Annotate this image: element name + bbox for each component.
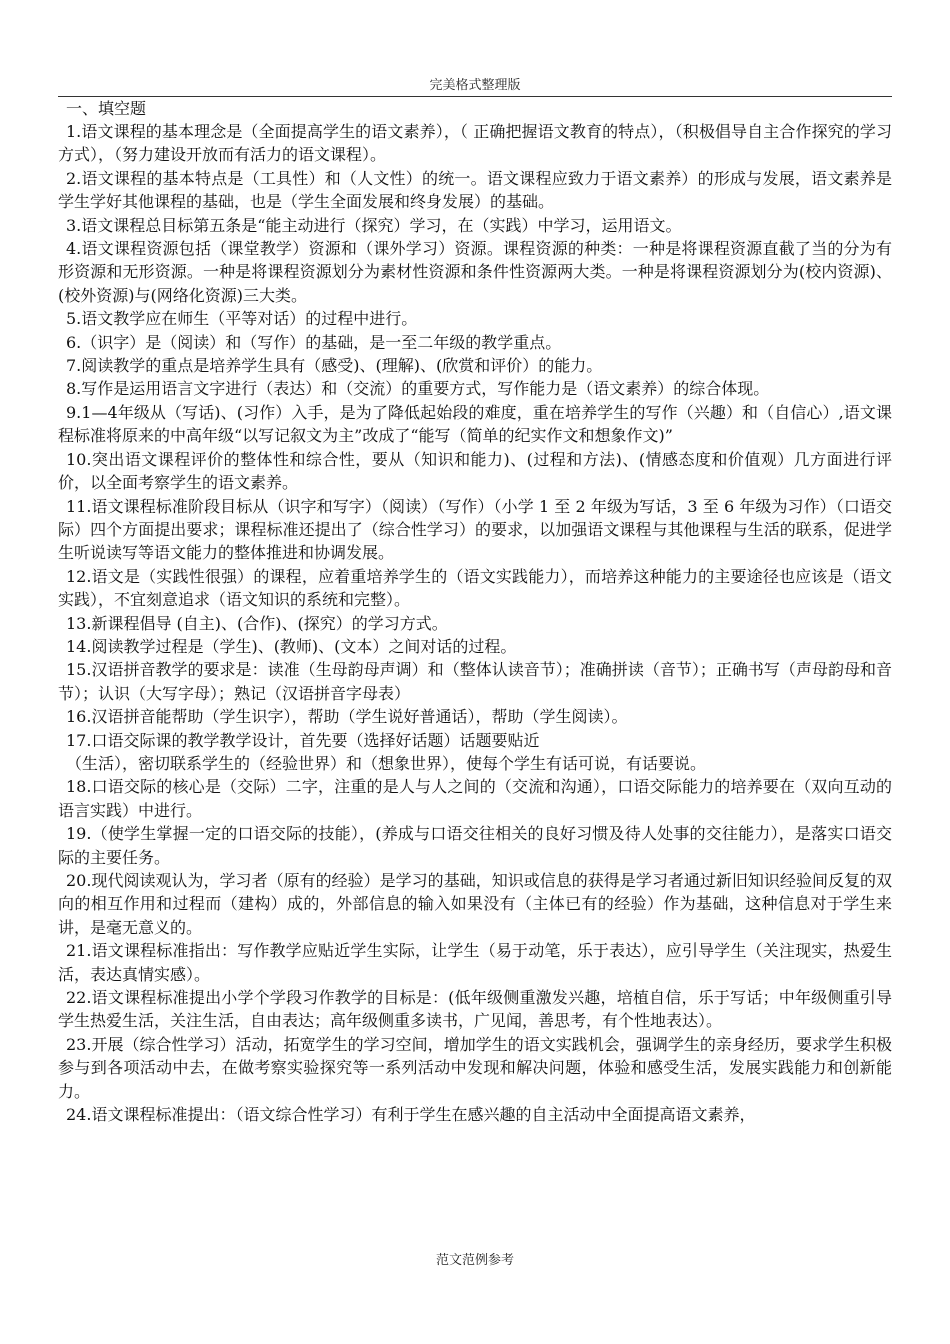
paragraph-21: 21.语文课程标准指出：写作教学应贴近学生实际，让学生（易于动笔，乐于表达），应引导学生（关注现实，热爱生活，表达真情实感）。 bbox=[58, 941, 892, 984]
paragraph-13: 13.新课程倡导 (自主)、(合作)、(探究）的学习方式。 bbox=[66, 613, 448, 633]
paragraph-3: 3.语文课程总目标第五条是“能主动进行（探究）学习，在（实践）中学习，运用语文。 bbox=[66, 215, 682, 235]
paragraph-14: 14.阅读教学过程是（学生)、(教师)、(文本）之间对话的过程。 bbox=[66, 636, 517, 656]
paragraph-9: 9.1—4年级从（写话)、(习作）入手，是为了降低起始段的难度，重在培养学生的写作（兴趣）和（自信心）,语文课程标准将原来的中高年级“以写记叙文为主”改成了“能写（简单的纪实作文和想象作文)” bbox=[58, 402, 892, 446]
paragraph-22: 22.语文课程标准提出小学个学段习作教学的目标是：(低年级侧重激发兴趣，培植自信，乐于写话；中年级侧重引导学生热爱生活，关注生活，自由表达；高年级侧重多读书，广见闻，善思考，有个性地表达）。 bbox=[58, 988, 892, 1031]
paragraph-20: 20.现代阅读观认为，学习者（原有的经验）是学习的基础，知识或信息的获得是学习者通过新旧知识经验间反复的双向的相互作用和过程而（建构）成的，外部信息的输入如果没有（主体已有的经验）作为基础，这种信息对于学生来讲，是毫无意义的。 bbox=[58, 871, 892, 937]
paragraph-12: 12.语文是（实践性很强）的课程，应着重培养学生的（语文实践能力），而培养这种能力的主要途径也应该是（语文实践），不宜刻意追求（语文知识的系统和完整）。 bbox=[58, 566, 892, 610]
paragraph-4: 4.语文课程资源包括（课堂教学）资源和（课外学习）资源。课程资源的种类：一种是将课程资源直截了当的分为有形资源和无形资源。一种是将课程资源划分为素材性资源和条件性资源两大类。一种是将课程资源划分为(校内资源)、(校外资源)与(网络化资源)三大类。 bbox=[58, 239, 892, 305]
header-rule bbox=[58, 96, 892, 97]
paragraph-17: 17.口语交际课的教学教学设计，首先要（选择好话题）话题要贴近 bbox=[66, 730, 540, 750]
paragraph-6: 6.（识字）是（阅读）和（写作）的基础，是一至二年级的教学重点。 bbox=[66, 332, 562, 352]
paragraph-24: 24.语文课程标准提出：（语文综合性学习）有利于学生在感兴趣的自主活动中全面提高语文素养， bbox=[66, 1105, 756, 1125]
paragraph-23: 23.开展（综合性学习）活动，拓宽学生的学习空间，增加学生的语文实践机会，强调学生的亲身经历，要求学生积极参与到各项活动中去，在做考察实验探究等一系列活动中发现和解决问题，体验和感受生活，发展实践能力和创新能力。 bbox=[58, 1034, 892, 1101]
paragraph-7: 7.阅读教学的重点是培养学生具有（感受)、(理解)、(欣赏和评价）的能力。 bbox=[66, 356, 603, 376]
paragraph-11: 11.语文课程标准阶段目标从（识字和写字）（阅读）（写作）（小学 1 至 2 年级为写话，3 至 6 年级为习作）（口语交际）四个方面提出要求；课程标准还提出了（综合性学习）的要求，以加强语文课程与其他课程与生活的联系，促进学生听说读写等语文能力的整体推进和协调发展。 bbox=[58, 496, 892, 563]
document-body bbox=[58, 98, 892, 1126]
paragraph-18: 18.口语交际的核心是（交际）二字，注重的是人与人之间的（交流和沟通），口语交际能力的培养要在（双向互动的语言实践）中进行。 bbox=[58, 777, 892, 820]
paragraph-15: 15.汉语拼音教学的要求是：读准（生母韵母声调）和（整体认读音节）；准确拼读（音节）；正确书写（声母韵母和音节）；认识（大写字母）；熟记（汉语拼音字母表） bbox=[58, 660, 892, 703]
page-header: 完美格式整理版 bbox=[429, 78, 521, 93]
paragraph-16: 16.汉语拼音能帮助（学生识字），帮助（学生说好普通话），帮助（学生阅读）。 bbox=[66, 707, 628, 727]
paragraph-10: 10.突出语文课程评价的整体性和综合性，要从（知识和能力)、(过程和方法)、(情感态度和价值观）几方面进行评价，以全面考察学生的语文素养。 bbox=[58, 449, 892, 493]
paragraph-8: 8.写作是运用语言文字进行（表达）和（交流）的重要方式，写作能力是（语文素养）的综合体现。 bbox=[66, 379, 770, 399]
paragraph-17-continued: （生活），密切联系学生的（经验世界）和（想象世界），使每个学生有话可说，有话要说。 bbox=[66, 753, 707, 773]
paragraph-5: 5.语文教学应在师生（平等对话）的过程中进行。 bbox=[66, 309, 418, 329]
paragraph-1: 1.语文课程的基本理念是（全面提高学生的语文素养），（ 正确把握语文教育的特点），（积极倡导自主合作探究的学习方式），（努力建设开放而有活力的语文课程）。 bbox=[58, 122, 892, 165]
section-title: 一、填空题 bbox=[66, 99, 147, 118]
paragraph-19: 19.（使学生掌握一定的口语交际的技能），(养成与口语交往相关的良好习惯及待人处事的交往能力），是落实口语交际的主要任务。 bbox=[58, 824, 892, 867]
page-footer: 范文范例参考 bbox=[435, 1253, 514, 1268]
paragraph-2: 2.语文课程的基本特点是（工具性）和（人文性）的统一。语文课程应致力于语文素养）的形成与发展，语文素养是学生学好其他课程的基础，也是（学生全面发展和终身发展）的基础。 bbox=[58, 168, 892, 212]
